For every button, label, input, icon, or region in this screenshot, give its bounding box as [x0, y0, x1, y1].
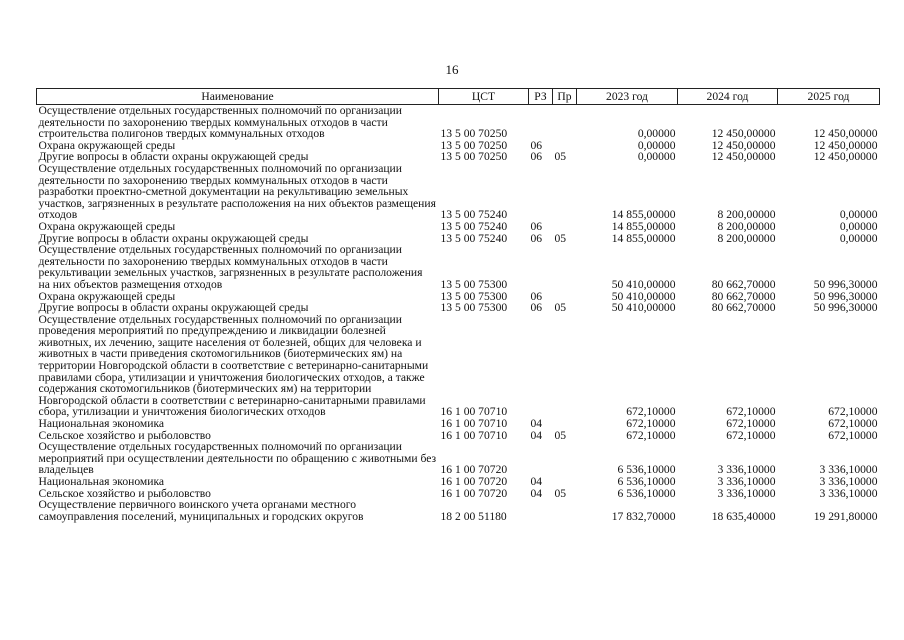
row-cst: 18 2 00 51180 [440, 509, 507, 523]
row-rz: 04 [530, 486, 543, 500]
row-cst: 16 1 00 70710 [440, 405, 508, 419]
row-rz [529, 499, 553, 522]
row-2024: 80 662,70000 [711, 289, 776, 303]
row-cst: 13 5 00 75300 [440, 301, 508, 315]
row-2023: 50 410,00000 [611, 277, 676, 291]
row-2025: 12 450,00000 [813, 138, 878, 152]
row-cst: 13 5 00 75240 [440, 208, 508, 222]
row-2023: 6 536,10000 [617, 463, 676, 477]
row-pr: 05 [554, 231, 567, 245]
row-2025: 672,10000 [828, 405, 878, 419]
row-pr: 05 [554, 428, 567, 442]
row-name: Осуществление отдельных государственных полномочий по организации деятельности по захоронению твердых коммунальных отходов в части строительства полигонов твердых коммунальных отходов [38, 104, 402, 141]
row-rz: 06 [530, 219, 543, 233]
row-2023: 50 410,00000 [611, 301, 676, 315]
table-row [37, 499, 880, 522]
row-cst: 13 5 00 75240 [440, 231, 508, 245]
row-2023: 0,00000 [637, 150, 676, 164]
row-rz: 06 [530, 150, 543, 164]
table-row [37, 244, 880, 290]
row-name: Охрана окружающей среды [38, 138, 176, 152]
row-name: Осуществление отдельных государственных полномочий по организации деятельности по захоронению твердых коммунальных отходов в части рекультивации земельных участков, загрязненных в результате расположения на них объектов размещения отходов [38, 243, 423, 291]
row-pr [553, 441, 577, 476]
row-2024: 12 450,00000 [711, 150, 776, 164]
row-name: Другие вопросы в области охраны окружающей среды [38, 150, 309, 164]
row-2025: 50 996,30000 [813, 289, 878, 303]
row-cst: 13 5 00 75240 [440, 219, 508, 233]
row-2025: 50 996,30000 [813, 301, 878, 315]
table-row [37, 163, 880, 221]
row-rz: 04 [530, 417, 543, 431]
row-pr [553, 418, 577, 430]
row-2024: 12 450,00000 [711, 127, 776, 141]
row-2023: 6 536,10000 [617, 475, 676, 488]
row-2023: 0,00000 [637, 138, 676, 152]
row-2024: 672,10000 [726, 417, 776, 431]
row-rz: 06 [530, 231, 543, 245]
budget-table [36, 88, 880, 522]
table-row [37, 302, 880, 314]
row-name: Национальная экономика [38, 417, 165, 431]
row-2023: 672,10000 [626, 405, 676, 419]
row-cst: 16 1 00 70710 [440, 428, 508, 442]
row-name: Сельское хозяйство и рыболовство [38, 428, 211, 442]
table-row [37, 221, 880, 233]
header-2025: 2025 год [778, 89, 880, 105]
table-body [37, 105, 880, 523]
table-row [37, 418, 880, 430]
row-2025: 0,00000 [839, 219, 878, 233]
header-cst: ЦСТ [439, 89, 529, 105]
row-cst: 16 1 00 70720 [440, 463, 508, 477]
row-2025: 672,10000 [828, 417, 878, 431]
row-2023: 50 410,00000 [611, 289, 676, 303]
row-2023: 14 855,00000 [611, 219, 676, 233]
row-pr: 05 [554, 486, 567, 500]
row-cst: 13 5 00 70250 [440, 150, 508, 164]
row-name: Другие вопросы в области охраны окружающей среды [38, 301, 309, 315]
row-cst: 13 5 00 70250 [440, 138, 508, 152]
row-name: Осуществление отдельных государственных полномочий по организации проведения мероприятий по предупреждению и ликвидации болезней животных, их лечению, защите населения от болезней, общих для человека и животных в части приведения скотомогильников (биотермических ям) на территории Новгородской области в соответствие с ветеринарно-санитарными правилами сбора, утилизации и уничтожения биологических отходов, а также содержания скотомогильников (биотермических ям) на территории Новгородской области в соответствии с ветеринарно-санитарными правилами сбора, утилизации и уничтожения биологических отходов [38, 312, 429, 419]
header-2024: 2024 год [678, 89, 778, 105]
row-2024: 3 336,10000 [717, 486, 776, 500]
table-row [37, 476, 880, 488]
row-rz: 06 [530, 138, 543, 152]
row-pr [553, 221, 577, 233]
row-cst: 13 5 00 75300 [440, 277, 508, 291]
row-rz [529, 244, 553, 290]
row-2024: 80 662,70000 [711, 301, 776, 315]
row-2023: 14 855,00000 [611, 208, 676, 222]
row-2025: 12 450,00000 [813, 150, 878, 164]
row-2023: 672,10000 [626, 417, 676, 431]
row-rz [529, 163, 553, 221]
page-number: 16 [445, 62, 459, 77]
row-2024: 3 336,10000 [717, 463, 776, 477]
header-pr: Пр [553, 89, 577, 105]
row-2025: 50 996,30000 [813, 277, 878, 291]
row-2024: 18 635,40000 [711, 509, 776, 523]
row-pr [553, 314, 577, 418]
row-2025: 0,00000 [839, 208, 878, 222]
table-header [37, 89, 880, 105]
table-row [37, 314, 880, 418]
row-2025: 672,10000 [828, 428, 878, 442]
header-2023: 2023 год [577, 89, 678, 105]
row-name: Другие вопросы в области охраны окружающей среды [38, 231, 309, 245]
row-2024: 672,10000 [726, 405, 776, 419]
row-2024: 80 662,70000 [711, 277, 776, 291]
table-row [37, 105, 880, 140]
row-rz [529, 314, 553, 418]
row-2024: 3 336,10000 [717, 475, 776, 488]
row-cst: 16 1 00 70720 [440, 475, 508, 488]
row-2023: 14 855,00000 [611, 231, 676, 245]
row-rz: 06 [530, 301, 543, 315]
row-2023: 672,10000 [626, 428, 676, 442]
row-name: Осуществление отдельных государственных полномочий по организации мероприятий при осуществлении деятельности по обращению с животными без владельцев [38, 440, 437, 477]
row-cst: 13 5 00 70250 [440, 127, 508, 141]
row-name: Осуществление отдельных государственных полномочий по организации деятельности по захоронению твердых коммунальных отходов в части разработки проектно-сметной документации на рекультивацию земельных участков, загрязненных в результате расположения на них объектов размещения отходов [38, 161, 436, 222]
row-2024: 672,10000 [726, 428, 776, 442]
row-name: Осуществление первичного воинского учета органами местного самоуправления поселений, муниципальных и городских округов [38, 498, 364, 523]
row-pr [553, 163, 577, 221]
row-2025: 19 291,80000 [813, 509, 878, 523]
row-2025: 3 336,10000 [819, 486, 878, 500]
row-cst: 13 5 00 75300 [440, 289, 508, 303]
row-2023: 6 536,10000 [617, 486, 676, 500]
row-pr [553, 244, 577, 290]
row-name: Охрана окружающей среды [38, 219, 176, 233]
row-2025: 3 336,10000 [819, 475, 878, 488]
row-pr: 05 [554, 150, 567, 164]
row-rz: 06 [530, 289, 543, 303]
row-pr: 05 [554, 301, 567, 315]
row-pr [553, 105, 577, 140]
row-rz [529, 441, 553, 476]
row-2025: 0,00000 [839, 231, 878, 245]
row-rz: 04 [530, 475, 543, 488]
row-pr [553, 476, 577, 488]
row-2024: 8 200,00000 [717, 231, 776, 245]
table-row [37, 441, 880, 476]
row-2025: 12 450,00000 [813, 127, 878, 141]
row-name: Национальная экономика [38, 475, 165, 488]
row-rz [529, 105, 553, 140]
row-2023: 0,00000 [637, 127, 676, 141]
row-2024: 8 200,00000 [717, 208, 776, 222]
row-pr [553, 499, 577, 522]
row-name: Сельское хозяйство и рыболовство [38, 486, 211, 500]
row-cst: 16 1 00 70710 [440, 417, 508, 431]
row-name: Охрана окружающей среды [38, 289, 176, 303]
row-rz: 04 [530, 428, 543, 442]
row-2024: 12 450,00000 [711, 138, 776, 152]
header-name: Наименование [37, 89, 439, 105]
row-2024: 8 200,00000 [717, 219, 776, 233]
header-rz: РЗ [529, 89, 553, 105]
row-cst: 16 1 00 70720 [440, 486, 508, 500]
row-2025: 3 336,10000 [819, 463, 878, 477]
row-2023: 17 832,70000 [611, 509, 676, 523]
